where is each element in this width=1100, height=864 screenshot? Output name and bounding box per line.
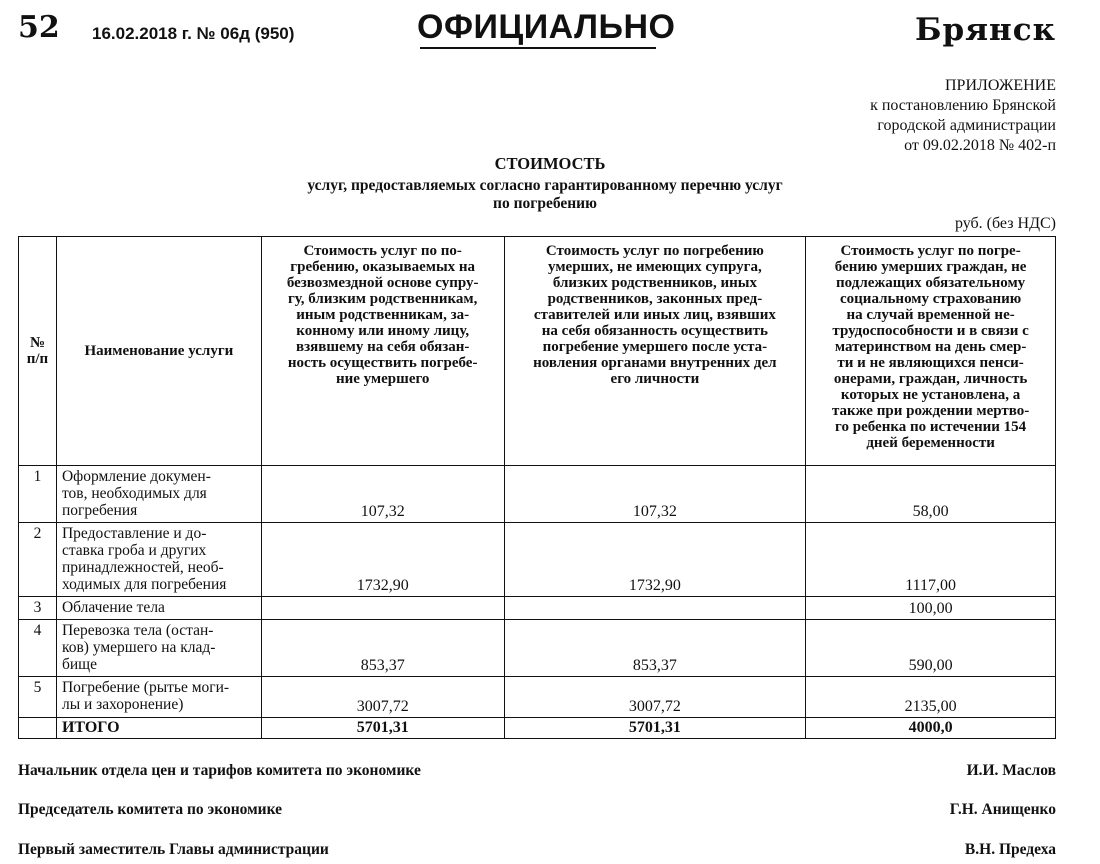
cost-col3: 2135,00 bbox=[806, 677, 1056, 718]
document-subtitle-2: по погребению bbox=[493, 195, 597, 212]
table-row bbox=[19, 523, 1056, 597]
signatory-position: Начальник отдела цен и тарифов комитета по экономике bbox=[18, 762, 421, 779]
cost-col3: 590,00 bbox=[806, 620, 1056, 677]
total-label: ИТОГО bbox=[56, 718, 261, 739]
cost-col2: 1732,90 bbox=[504, 523, 806, 597]
appendix-line: городской администрации bbox=[877, 117, 1056, 134]
signature-line bbox=[18, 762, 1056, 780]
document-subtitle: услуг, предоставляемых согласно гарантированному перечню услуг bbox=[307, 177, 783, 194]
signature-line bbox=[18, 841, 1056, 859]
signatory-name: Г.Н. Анищенко bbox=[949, 801, 1056, 818]
service-name: Предоставление и до- ставка гроба и других принадлежностей, необ- ходимых для погребения bbox=[56, 523, 261, 597]
cost-col3: 100,00 bbox=[806, 597, 1056, 620]
cost-col2 bbox=[504, 597, 806, 620]
cost-col2: 853,37 bbox=[504, 620, 806, 677]
row-num: 1 bbox=[19, 466, 57, 523]
document-title: СТОИМОСТЬ bbox=[494, 154, 606, 173]
header-col3: Стоимость услуг по погре- бению умерших граждан, не подлежащих обязательному социальному страхованию на случай временной не- трудоспособности и в связи с материнством на день смер- ти и не являющихся пенси- онерами, граждан, личность которых не установлена, а также при рождении мертво- го ребенка по истечении 154 дней беременности bbox=[806, 237, 1056, 466]
total-col1: 5701,31 bbox=[261, 718, 504, 739]
table-row bbox=[19, 466, 1056, 523]
appendix-block bbox=[870, 76, 1056, 156]
price-table bbox=[18, 236, 1056, 739]
section-underline bbox=[420, 47, 656, 49]
signatory-name: В.Н. Предеха bbox=[964, 841, 1056, 858]
total-num-cell bbox=[19, 718, 57, 739]
total-col2: 5701,31 bbox=[504, 718, 806, 739]
page-header bbox=[0, 0, 1100, 60]
signatory-position: Председатель комитета по экономике bbox=[18, 801, 283, 818]
cost-col1: 1732,90 bbox=[261, 523, 504, 597]
appendix-line: к постановлению Брянской bbox=[870, 97, 1056, 114]
header-name: Наименование услуги bbox=[56, 237, 261, 466]
table-row bbox=[19, 597, 1056, 620]
city-masthead: Брянск bbox=[914, 12, 1056, 48]
service-name: Перевозка тела (остан- ков) умершего на клад- бище bbox=[56, 620, 261, 677]
table-row bbox=[19, 677, 1056, 718]
cost-col2: 3007,72 bbox=[504, 677, 806, 718]
signature-line bbox=[18, 801, 1056, 819]
page-number: 52 bbox=[18, 10, 60, 45]
total-col3: 4000,0 bbox=[806, 718, 1056, 739]
row-num: 2 bbox=[19, 523, 57, 597]
appendix-line: от 09.02.2018 № 402-п bbox=[904, 137, 1056, 154]
total-row bbox=[19, 718, 1056, 739]
signatory-position: Первый заместитель Главы администрации bbox=[18, 841, 329, 858]
cost-col1: 107,32 bbox=[261, 466, 504, 523]
cost-col3: 1117,00 bbox=[806, 523, 1056, 597]
currency-unit: руб. (без НДС) bbox=[954, 215, 1056, 232]
issue-info: 16.02.2018 г. № 06д (950) bbox=[92, 24, 295, 43]
cost-col1: 853,37 bbox=[261, 620, 504, 677]
cost-col1: 3007,72 bbox=[261, 677, 504, 718]
row-num: 5 bbox=[19, 677, 57, 718]
section-title: ОФИЦИАЛЬНО bbox=[417, 8, 676, 46]
service-name: Облачение тела bbox=[56, 597, 261, 620]
row-num: 3 bbox=[19, 597, 57, 620]
signatory-name: И.И. Маслов bbox=[966, 762, 1056, 779]
table-row bbox=[19, 620, 1056, 677]
header-num: № п/п bbox=[19, 237, 57, 466]
service-name: Оформление докумен- тов, необходимых для погребения bbox=[56, 466, 261, 523]
header-col2: Стоимость услуг по погребению умерших, не имеющих супруга, близких родственников, иных родственников, законных пред- ставителей или иных лиц, взявших на себя обязанность осуществить погребение умершего после уста- новления органами внутренних дел его личности bbox=[504, 237, 806, 466]
cost-col2: 107,32 bbox=[504, 466, 806, 523]
table-header-row bbox=[19, 237, 1056, 466]
cost-col3: 58,00 bbox=[806, 466, 1056, 523]
service-name: Погребение (рытье моги- лы и захоронение) bbox=[56, 677, 261, 718]
row-num: 4 bbox=[19, 620, 57, 677]
cost-col1 bbox=[261, 597, 504, 620]
header-col1: Стоимость услуг по по- гребению, оказываемых на безвозмездной основе супру- гу, близким родственникам, иным родственникам, за- конному или иному лицу, взявшему на себя обязан- ность осуществить погребе- ние умершего bbox=[261, 237, 504, 466]
appendix-line: ПРИЛОЖЕНИЕ bbox=[944, 77, 1056, 94]
